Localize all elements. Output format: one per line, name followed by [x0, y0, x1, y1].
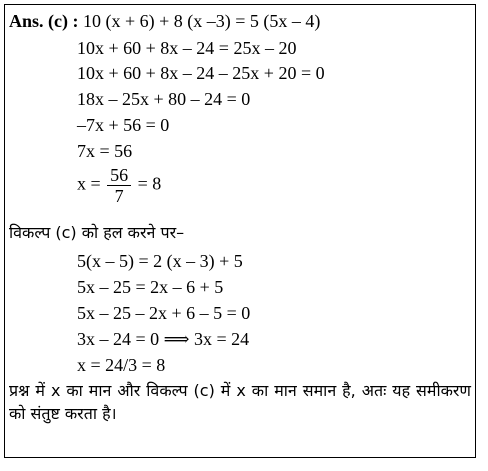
step-line: 7x = 56	[77, 141, 133, 161]
step-line: 5x – 25 – 2x + 6 – 5 = 0	[77, 303, 251, 323]
fraction-numerator: 56	[110, 165, 129, 185]
solution-box	[4, 4, 476, 458]
step-line: 10x + 60 + 8x – 24 – 25x + 20 = 0	[77, 63, 325, 83]
answer-equation: 10 (x + 6) + 8 (x –3) = 5 (5x – 4)	[83, 11, 321, 31]
step-line: –7x + 56 = 0	[77, 115, 170, 135]
step-line: x = 24/3 = 8	[77, 355, 166, 375]
fraction	[107, 165, 131, 206]
step-line: 3x – 24 = 0 ⟹ 3x = 24	[77, 329, 250, 349]
fraction-denominator: 7	[114, 186, 124, 206]
step-line: 5x – 25 = 2x – 6 + 5	[77, 277, 224, 297]
answer-label: Ans. (c) :	[9, 11, 79, 31]
fraction-step	[77, 165, 161, 206]
conclusion-paragraph: प्रश्न में x का मान और विकल्प (c) में x का मान समान है, अतः यह समीकरण को संतुष्ट करता है।	[9, 381, 471, 423]
step-line: 18x – 25x + 80 – 24 = 0	[77, 89, 251, 109]
answer-line	[9, 9, 320, 33]
step-line: 10x + 60 + 8x – 24 = 25x – 20	[77, 38, 297, 58]
fraction-lhs: x =	[77, 173, 101, 194]
option-check-heading: विकल्प (c) को हल करने पर–	[9, 223, 185, 242]
step-line: 5(x – 5) = 2 (x – 3) + 5	[77, 251, 243, 271]
fraction-rhs: = 8	[137, 173, 162, 194]
